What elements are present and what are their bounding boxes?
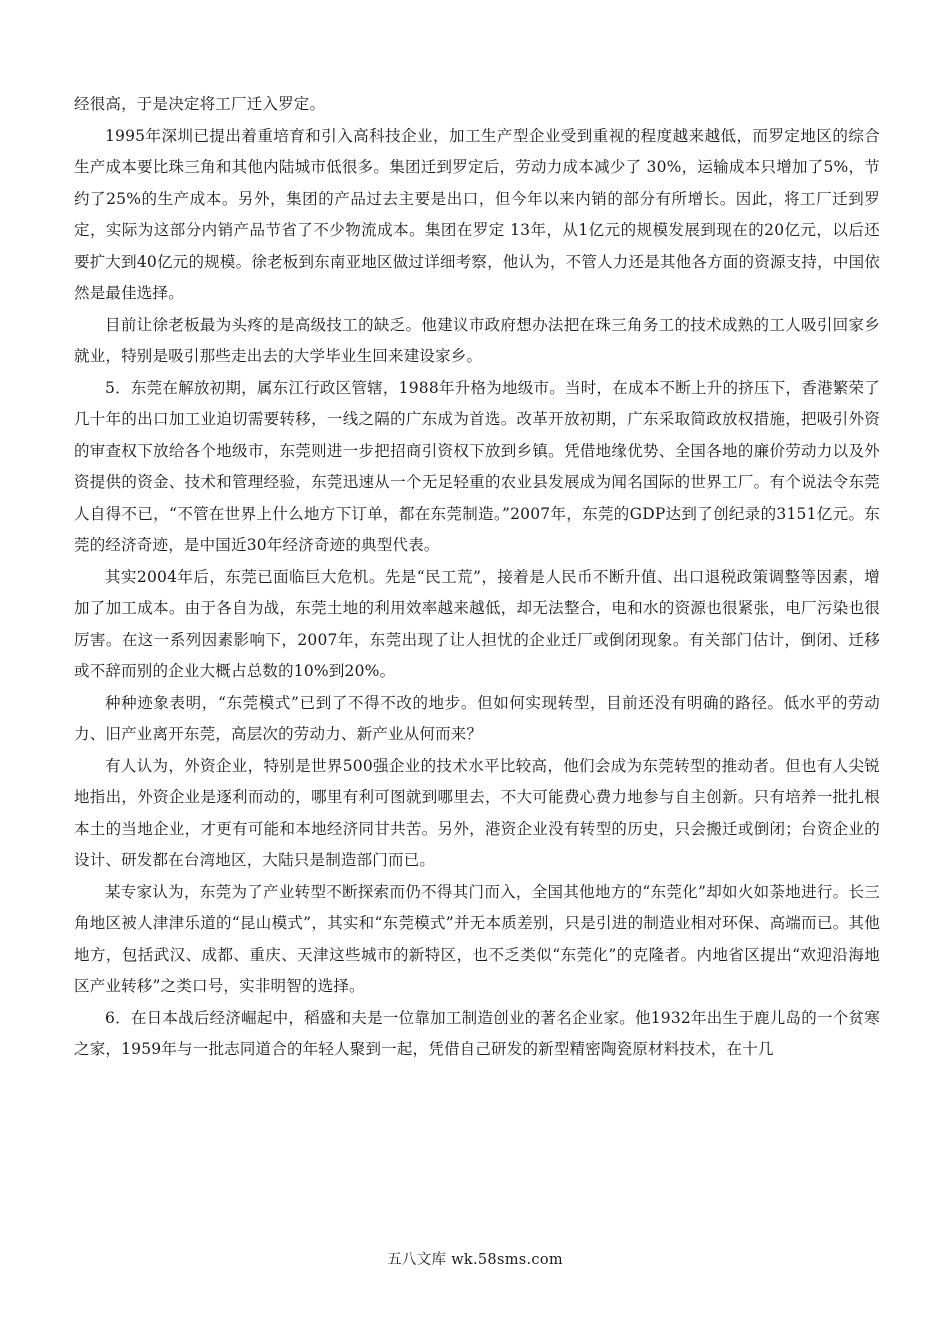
paragraph-continuation: 经很高，于是决定将工厂迁入罗定。 <box>74 95 326 113</box>
paragraph: 其实2004年后，东莞已面临巨大危机。先是“民工荒”，接着是人民币不断升值、出口退税政策调整等因素，增加了加工成本。由于各自为战，东莞土地的利用效率越来越低，却无法整合，电和水的资源也很紧张，电厂污染也很厉害。在这一系列因素影响下，2007年，东莞出现了让人担忧的企业迁厂或倒闭现象。有关部门估计，倒闭、迁移或不辞而别的企业大概占总数的10%到20%。 <box>74 567 880 680</box>
paragraph: 目前让徐老板最为头疼的是高级技工的缺乏。他建议市政府想办法把在珠三角务工的技术成熟的工人吸引回家乡就业，特别是吸引那些走出去的大学毕业生回来建设家乡。 <box>74 315 880 365</box>
paragraph: 1995年深圳已提出着重培育和引入高科技企业，加工生产型企业受到重视的程度越来越低，而罗定地区的综合生产成本要比珠三角和其他内陆城市低很多。集团迁到罗定后，劳动力成本减少了 30%，运输成本只增加了5%，节约了25%的生产成本。另外，集团的产品过去主要是出口，但今年以来内销的部分有所增长。因此，将工厂迁到罗定，实际为这部分内销产品节省了不少物流成本。集团在罗定 13年，从1亿元的规模发展到现在的20亿元，以后还要扩大到40亿元的规模。徐老板到东南亚地区做过详细考察，他认为，不管人力还是其他各方面的资源支持，中国依然是最佳选择。 <box>74 126 880 302</box>
paragraph: 某专家认为，东莞为了产业转型不断探索而仍不得其门而入，全国其他地方的“东莞化”却如火如荼地进行。长三角地区被人津津乐道的“昆山模式”，其实和“东莞模式”并无本质差别，只是引进的制造业相对环保、高端而已。其他地方，包括武汉、成都、重庆、天津这些城市的新特区，也不乏类似“东莞化”的克隆者。内地省区提出“欢迎沿海地区产业转移”之类口号，实非明智的选择。 <box>74 882 880 995</box>
page-footer: 五八文库 wk.58sms.com <box>387 1252 563 1268</box>
paragraph-item-5: 5．东莞在解放初期，属东江行政区管辖，1988年升格为地级市。当时，在成本不断上升的挤压下，香港繁荣了几十年的出口加工业迫切需要转移，一线之隔的广东成为首选。改革开放初期，广东采取简政放权措施，把吸引外资的审查权下放给各个地级市，东莞则进一步把招商引资权下放到乡镇。凭借地缘优势、全国各地的廉价劳动力以及外资提供的资金、技术和管理经验，东莞迅速从一个无足轻重的农业县发展成为闻名国际的世界工厂。有个说法令东莞人自得不已，“不管在世界上什么地方下订单，都在东莞制造。”2007年，东莞的GDP达到了创纪录的3151亿元。东莞的经济奇迹，是中国近30年经济奇迹的典型代表。 <box>74 378 880 554</box>
document-body <box>74 89 880 1066</box>
paragraph-item-6: 6．在日本战后经济崛起中，稻盛和夫是一位靠加工制造创业的著名企业家。他1932年出生于鹿儿岛的一个贫寒之家，1959年与一批志同道合的年轻人聚到一起，凭借自己研发的新型精密陶瓷原材料技术，在十几 <box>74 1008 880 1058</box>
paragraph: 种种迹象表明，“东莞模式”已到了不得不改的地步。但如何实现转型，目前还没有明确的路径。低水平的劳动力、旧产业离开东莞，高层次的劳动力、新产业从何而来？ <box>74 693 880 743</box>
paragraph: 有人认为，外资企业，特别是世界500强企业的技术水平比较高，他们会成为东莞转型的推动者。但也有人尖锐地指出，外资企业是逐利而动的，哪里有利可图就到哪里去，不大可能费心费力地参与自主创新。只有培养一批扎根本土的当地企业，才更有可能和本地经济同甘共苦。另外，港资企业没有转型的历史，只会搬迁或倒闭；台资企业的设计、研发都在台湾地区，大陆只是制造部门而已。 <box>74 756 880 869</box>
